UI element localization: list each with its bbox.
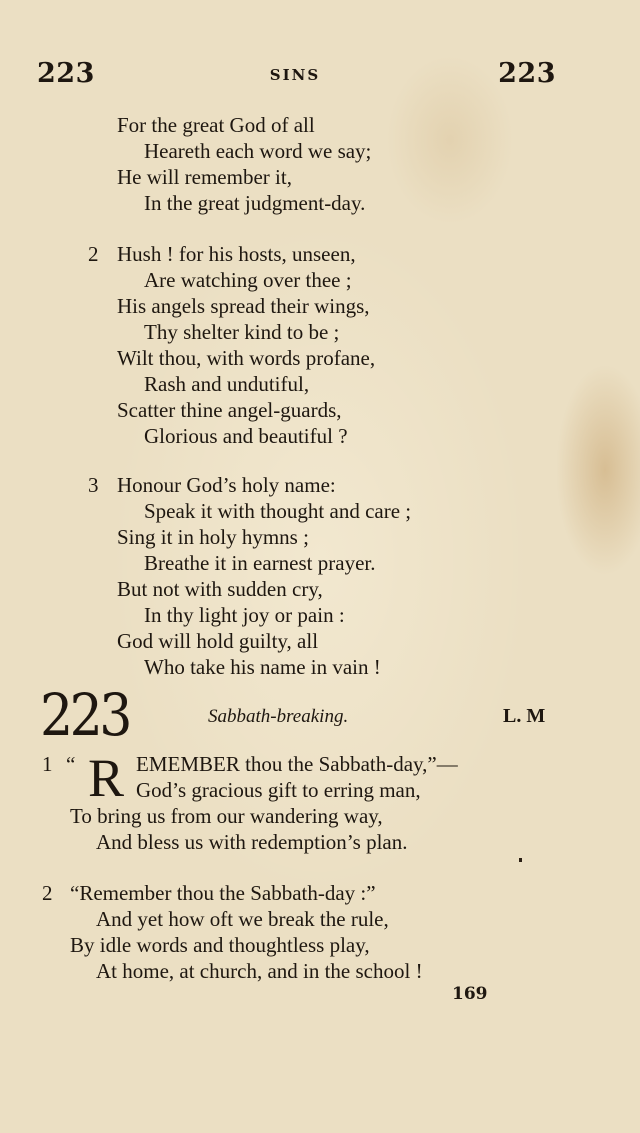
verse-line: Breathe it in earnest prayer. [144, 551, 376, 575]
verse-line: Are watching over thee ; [144, 268, 352, 292]
verse-line: Speak it with thought and care ; [144, 499, 412, 523]
stanza-continuation [0, 112, 640, 216]
header-hymn-number-left: 223 [37, 58, 95, 89]
verse-line: God will hold guilty, all [117, 629, 319, 653]
page-number: 169 [452, 984, 488, 1004]
hymn-title: Sabbath-breaking. [208, 706, 349, 727]
verse-line: Who take his name in vain ! [144, 655, 381, 679]
verse-line: But not with sudden cry, [117, 577, 323, 601]
header-section-title: SINS [269, 66, 321, 84]
verse-line: He will remember it, [117, 165, 292, 189]
stanza-number: 2 [88, 242, 99, 266]
hymn-number: 223 [40, 681, 129, 749]
verse-line-text: Hush ! for his hosts, unseen, [117, 242, 356, 266]
drop-cap: R [88, 748, 125, 808]
opening-quote: “ [66, 752, 76, 776]
ink-mark [519, 858, 522, 862]
hymn-meter: L. M [503, 705, 546, 727]
verse-line: Glorious and beautiful ? [144, 424, 348, 448]
hymn-223-stanza-1 [0, 748, 640, 855]
verse-line: Heareth each word we say; [144, 139, 372, 163]
verse-line: In the great judgment-day. [144, 191, 366, 215]
verse-line [0, 241, 640, 267]
verse-line: At home, at church, and in the school ! [96, 959, 423, 983]
verse-line: And bless us with redemption’s plan. [96, 830, 408, 854]
verse-line: In thy light joy or pain : [144, 603, 345, 627]
verse-line-text: EMEMBER thou the Sabbath-day,”— [136, 752, 458, 776]
verse-line-text: Honour God’s holy name: [117, 473, 336, 497]
header-hymn-number-right: 223 [498, 58, 556, 89]
stanza-2 [0, 241, 640, 449]
stanza-3 [0, 472, 640, 680]
hymn-223-stanza-2 [0, 880, 640, 984]
verse-line: Sing it in holy hymns ; [117, 525, 309, 549]
verse-line [0, 880, 640, 906]
verse-line: For the great God of all [117, 113, 315, 137]
verse-line [0, 751, 640, 777]
verse-line: Wilt thou, with words profane, [117, 346, 376, 370]
verse-line: To bring us from our wandering way, [70, 804, 383, 828]
stanza-number: 1 [42, 752, 53, 776]
verse-line: And yet how oft we break the rule, [96, 907, 389, 931]
stanza-number: 3 [88, 473, 99, 497]
verse-line: Thy shelter kind to be ; [144, 320, 340, 344]
verse-line: Rash and undutiful, [144, 372, 310, 396]
stanza-number: 2 [42, 881, 53, 905]
verse-line: His angels spread their wings, [117, 294, 370, 318]
verse-line: God’s gracious gift to erring man, [136, 778, 421, 802]
verse-line [0, 472, 640, 498]
verse-line-text: “Remember thou the Sabbath-day :” [70, 881, 376, 905]
verse-line: Scatter thine angel-guards, [117, 398, 342, 422]
verse-line: By idle words and thoughtless play, [70, 933, 370, 957]
